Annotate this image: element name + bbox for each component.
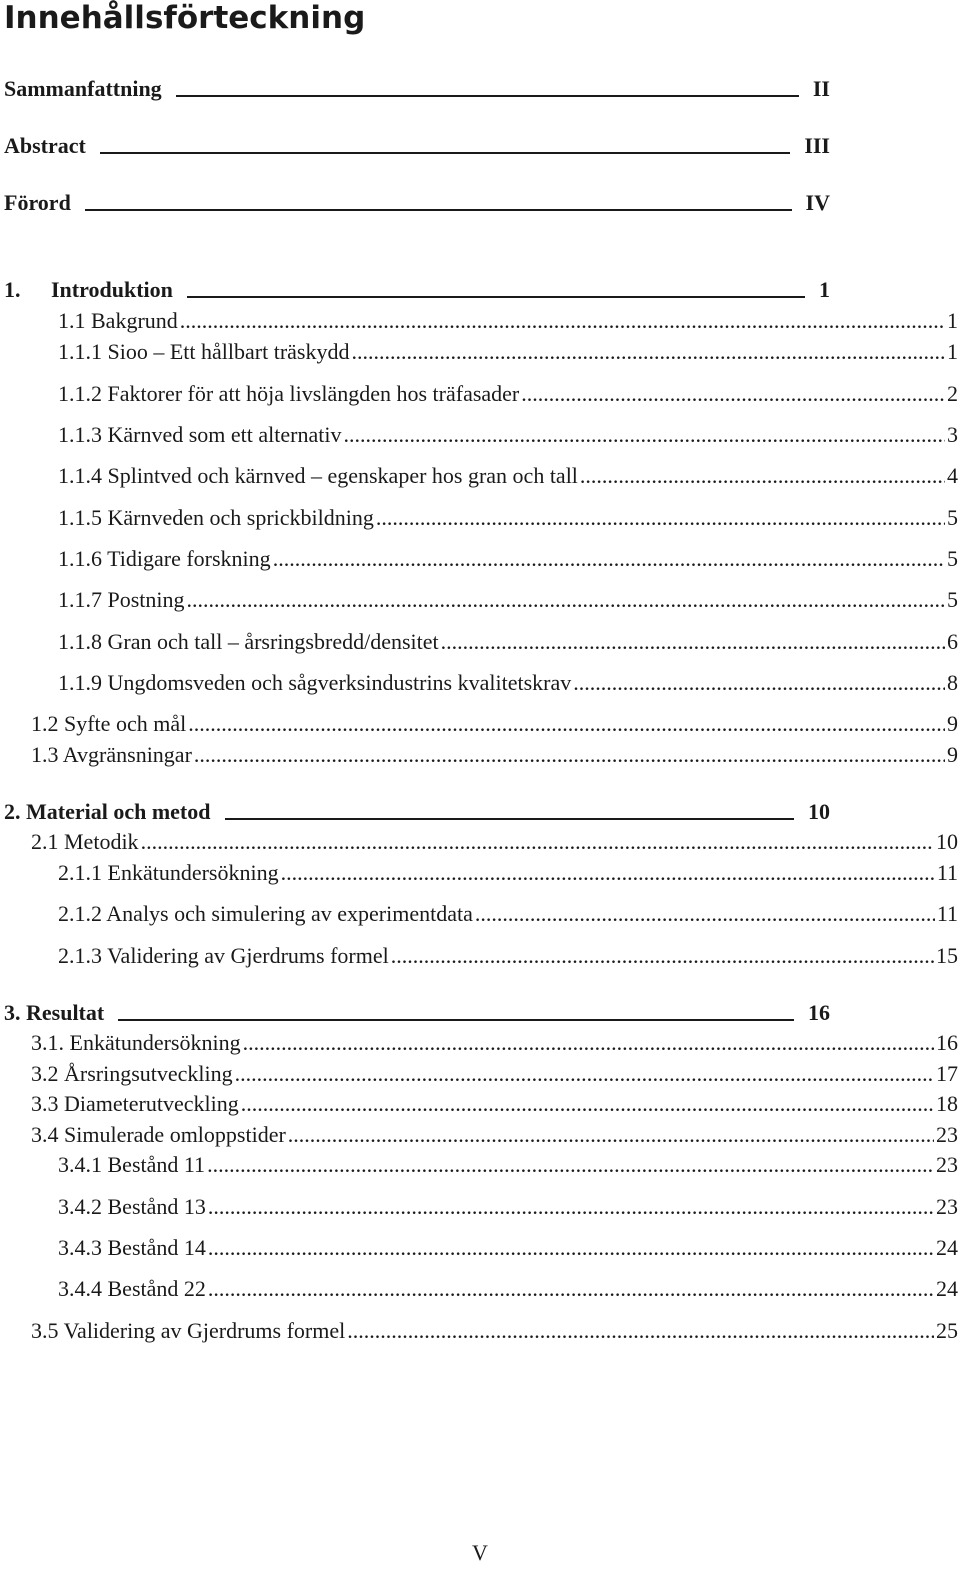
toc-entry-label: 2.1 Metodik [31, 829, 139, 854]
toc-entry[interactable] [58, 339, 958, 365]
dot-leader [273, 546, 945, 572]
dot-leader [441, 629, 945, 655]
toc-entry-page: 18 [936, 1091, 958, 1116]
dot-leader [580, 463, 945, 489]
dot-leader [281, 860, 935, 886]
toc-entry-page: 24 [936, 1235, 958, 1260]
toc-entry[interactable] [58, 505, 958, 531]
toc-entry[interactable] [58, 943, 958, 969]
dot-leader [288, 1122, 934, 1148]
toc-entry[interactable] [31, 1091, 958, 1117]
leader-line [176, 95, 799, 97]
toc-entry-page: 3 [947, 422, 958, 447]
toc-entry-label: Förord [4, 190, 71, 215]
toc-entry-page: 5 [947, 546, 958, 571]
leader-line [118, 1019, 794, 1021]
toc-entry[interactable] [31, 829, 958, 855]
toc-entry-label: 3.4.4 Bestånd 22 [58, 1276, 206, 1301]
toc-entry[interactable] [58, 629, 958, 655]
toc-entry-page: 8 [947, 670, 958, 695]
dot-leader [376, 505, 945, 531]
toc-entry-label [4, 277, 173, 303]
toc-entry-label: 3.3 Diameterutveckling [31, 1091, 239, 1116]
toc-entry-page: 4 [947, 463, 958, 488]
toc-entry-label: 3.2 Årsringsutveckling [31, 1061, 233, 1086]
toc-entry-label: 3.5 Validering av Gjerdrums formel [31, 1318, 346, 1343]
dot-leader [521, 381, 945, 407]
dot-leader [141, 829, 934, 855]
toc-entry-abstract[interactable] [4, 133, 830, 159]
toc-entry-page: 16 [808, 1000, 830, 1025]
toc-entry-label: Sammanfattning [4, 76, 162, 101]
dot-leader [207, 1152, 934, 1178]
toc-entry[interactable] [58, 860, 958, 886]
toc-entry[interactable] [31, 711, 958, 737]
toc-entry-label: 1.1.5 Kärnveden och sprickbildning [58, 505, 374, 530]
dot-leader [347, 1318, 934, 1344]
dot-leader [343, 422, 945, 448]
toc-entry-page: 5 [947, 505, 958, 530]
dot-leader [194, 742, 945, 768]
toc-entry[interactable] [58, 422, 958, 448]
toc-entry[interactable] [58, 546, 958, 572]
dot-leader [243, 1030, 934, 1056]
toc-chapter-3[interactable] [4, 1000, 830, 1026]
toc-entry-label: 1.1.7 Postning [58, 587, 185, 612]
toc-entry-label: 3.4 Simulerade omloppstider [31, 1122, 286, 1147]
page-number: V [472, 1540, 488, 1565]
toc-entry-label: 1.1.2 Faktorer för att höja livslängden hos träfasader [58, 381, 520, 406]
toc-entry-label: 3.4.1 Bestånd 11 [58, 1152, 206, 1177]
toc-entry[interactable] [58, 1235, 958, 1261]
dot-leader [188, 711, 945, 737]
toc-entry-page: 24 [936, 1276, 958, 1301]
toc-entry[interactable] [58, 901, 958, 927]
toc-entry-page: 1 [819, 277, 830, 302]
toc-entry-label: 2.1.3 Validering av Gjerdrums formel [58, 943, 389, 968]
toc-entry[interactable] [31, 1122, 958, 1148]
dot-leader [391, 943, 934, 969]
toc-entry-label: 1.2 Syfte och mål [31, 711, 187, 736]
toc-entry-label: 1.3 Avgränsningar [31, 742, 192, 767]
dot-leader [573, 670, 945, 696]
toc-entry-label: Abstract [4, 133, 86, 158]
toc-entry-page: 11 [936, 860, 958, 885]
toc-entry-sammanfattning[interactable] [4, 76, 830, 102]
toc-entry[interactable] [58, 670, 958, 696]
dot-leader [235, 1061, 934, 1087]
toc-entry[interactable] [31, 1318, 958, 1344]
toc-entry-page: 1 [947, 339, 958, 364]
toc-entry-page: 5 [947, 587, 958, 612]
toc-entry-page: 23 [936, 1122, 958, 1147]
toc-entry-label: 1.1.8 Gran och tall – årsringsbredd/densitet [58, 629, 439, 654]
toc-entry-label: 1.1.1 Sioo – Ett hållbart träskydd [58, 339, 350, 364]
toc-entry-forord[interactable] [4, 190, 830, 216]
dot-leader [208, 1235, 934, 1261]
toc-entry[interactable] [58, 463, 958, 489]
toc-entry[interactable] [58, 1194, 958, 1220]
toc-entry-label: 3.1. Enkätundersökning [31, 1030, 241, 1055]
dot-leader [208, 1194, 934, 1220]
chapter-title: Introduktion [51, 277, 173, 302]
dot-leader [187, 587, 945, 613]
dot-leader [241, 1091, 934, 1117]
toc-entry-page: 11 [936, 901, 958, 926]
toc-entry[interactable] [31, 742, 958, 768]
dot-leader [180, 308, 945, 334]
toc-entry-page: 2 [947, 381, 958, 406]
toc-entry-page: III [804, 133, 830, 158]
toc-entry[interactable] [58, 1152, 958, 1178]
toc-entry-label: 2. Material och metod [4, 799, 211, 824]
toc-entry-page: II [812, 76, 830, 101]
toc-entry-page: 16 [936, 1030, 958, 1055]
toc-entry-page: 10 [936, 829, 958, 854]
toc-entry-page: 1 [947, 308, 958, 333]
toc-entry[interactable] [58, 1276, 958, 1302]
leader-line [85, 209, 792, 211]
toc-entry[interactable] [31, 1030, 958, 1056]
toc-entry-page: 23 [936, 1194, 958, 1219]
toc-entry-label: 1.1.6 Tidigare forskning [58, 546, 271, 571]
toc-entry-label: 2.1.2 Analys och simulering av experimentdata [58, 901, 473, 926]
toc-entry-page: 6 [947, 629, 958, 654]
toc-entry[interactable] [58, 381, 958, 407]
dot-leader [475, 901, 935, 927]
toc-entry-label: 1.1.9 Ungdomsveden och sågverksindustrins kvalitetskrav [58, 670, 572, 695]
toc-entry[interactable] [58, 308, 958, 334]
toc-entry[interactable] [31, 1061, 958, 1087]
leader-line [225, 818, 795, 820]
page-title: Innehållsförteckning [4, 0, 366, 36]
toc-entry-label: 2.1.1 Enkätundersökning [58, 860, 279, 885]
toc-entry-label: 3.4.2 Bestånd 13 [58, 1194, 206, 1219]
toc-entry-label: 3.4.3 Bestånd 14 [58, 1235, 206, 1260]
toc-entry-label: 3. Resultat [4, 1000, 105, 1025]
leader-line [100, 152, 790, 154]
leader-line [187, 296, 805, 298]
toc-entry-page: 15 [936, 943, 958, 968]
toc-entry-label: 1.1 Bakgrund [58, 308, 178, 333]
dot-leader [208, 1276, 934, 1302]
chapter-number: 1. [4, 277, 21, 302]
toc-chapter-2[interactable] [4, 799, 830, 825]
toc-entry-label: 1.1.3 Kärnved som ett alternativ [58, 422, 342, 447]
toc-entry-page: IV [805, 190, 830, 215]
toc-entry-page: 10 [808, 799, 830, 824]
toc-entry-page: 23 [936, 1152, 958, 1177]
toc-entry-page: 17 [936, 1061, 958, 1086]
toc-chapter-1[interactable] [4, 277, 830, 303]
toc-entry-page: 25 [936, 1318, 958, 1343]
toc-entry-label: 1.1.4 Splintved och kärnved – egenskaper hos gran och tall [58, 463, 578, 488]
toc-entry-page: 9 [947, 742, 958, 767]
toc-entry-page: 9 [947, 711, 958, 736]
toc-entry[interactable] [58, 587, 958, 613]
dot-leader [351, 339, 945, 365]
